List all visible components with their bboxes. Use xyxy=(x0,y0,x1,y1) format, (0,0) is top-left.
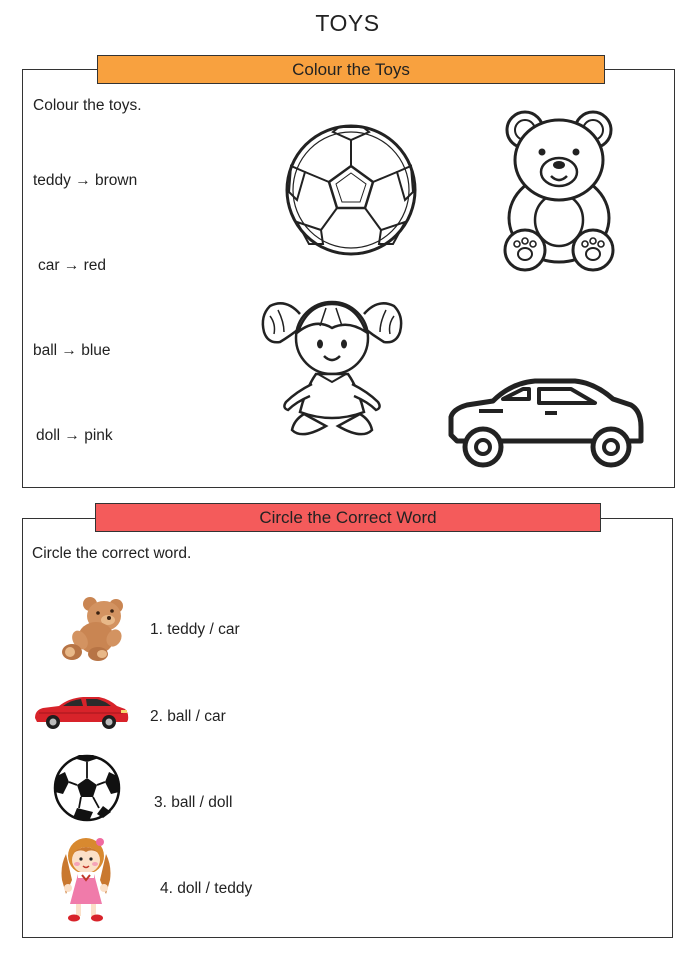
question-1: 1. teddy / car xyxy=(150,621,240,638)
page-title: TOYS xyxy=(315,10,380,36)
question-3: 3. ball / doll xyxy=(154,794,233,811)
question-4: 4. doll / teddy xyxy=(160,880,253,897)
teddy-bear-outline-icon xyxy=(497,108,621,272)
pair-doll: doll → pink xyxy=(36,427,113,444)
circle-section-banner: Circle the Correct Word xyxy=(95,503,601,532)
colour-instruction: Colour the toys. xyxy=(33,97,142,114)
red-car-color-icon xyxy=(33,694,129,730)
car-outline-icon xyxy=(445,377,645,469)
soccer-ball-color-icon xyxy=(53,754,121,822)
doll-outline-icon xyxy=(256,292,408,442)
soccer-ball-outline-icon xyxy=(283,122,419,258)
colour-section-banner: Colour the Toys xyxy=(97,55,605,84)
pair-teddy: teddy → brown xyxy=(33,172,138,189)
question-2: 2. ball / car xyxy=(150,708,226,725)
pair-ball: ball → blue xyxy=(33,342,111,359)
pair-car: car → red xyxy=(38,257,107,274)
teddy-bear-color-icon xyxy=(60,594,128,662)
doll-color-icon xyxy=(56,836,116,924)
circle-instruction: Circle the correct word. xyxy=(32,545,192,562)
